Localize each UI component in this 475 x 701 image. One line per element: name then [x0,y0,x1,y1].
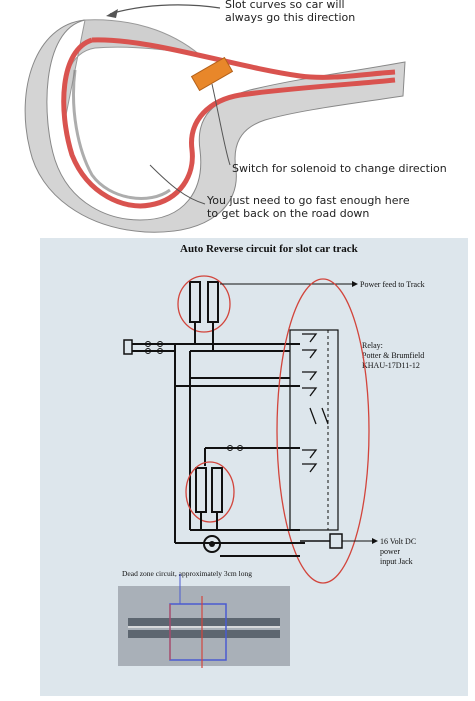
relay-highlight-ellipse [277,279,369,583]
note-direction-2: always go this direction [225,11,356,24]
relay-contacts [302,334,328,472]
label-power-feed: Power feed to Track [360,280,425,289]
label-relay-1: Relay: [362,341,383,350]
feed-diode-right [208,282,218,322]
dc-jack-pin [209,541,215,547]
track-hook [64,20,200,120]
note-speed-1: You just need to go fast enough here [207,194,410,207]
feed-diode-left [190,282,200,322]
arrowhead-icon [106,9,118,18]
track-rail [128,618,280,626]
dc-input-jack [330,534,342,548]
arrowhead-icon [372,538,378,544]
schematic-title: Auto Reverse circuit for slot car track [180,243,358,255]
dead-zone-highlight-circle [186,462,234,522]
note-direction-1: Slot curves so car will [225,0,345,11]
note-switch: Switch for solenoid to change direction [232,162,447,175]
input-jack [124,340,132,354]
note-speed-2: to get back on the road down [207,207,370,220]
relay-body [290,330,338,530]
label-relay-3: KHAU-17D11-12 [362,361,420,370]
track-sketch [0,0,475,235]
dead-zone-diode-left [196,468,206,512]
label-dc-1: 16 Volt DC [380,537,417,546]
arrowhead-icon [352,281,358,287]
direction-arrow-icon [110,5,220,14]
schematic-panel [40,238,468,696]
label-dc-3: input Jack [380,557,413,566]
track-rail [128,630,280,638]
dead-zone-diode-right [212,468,222,512]
schematic-diagram [40,238,468,696]
label-dead-zone: Dead zone circuit, approximately 3cm long [122,569,252,578]
label-dc-2: power [380,547,400,556]
label-relay-2: Potter & Brumfield [362,351,425,360]
